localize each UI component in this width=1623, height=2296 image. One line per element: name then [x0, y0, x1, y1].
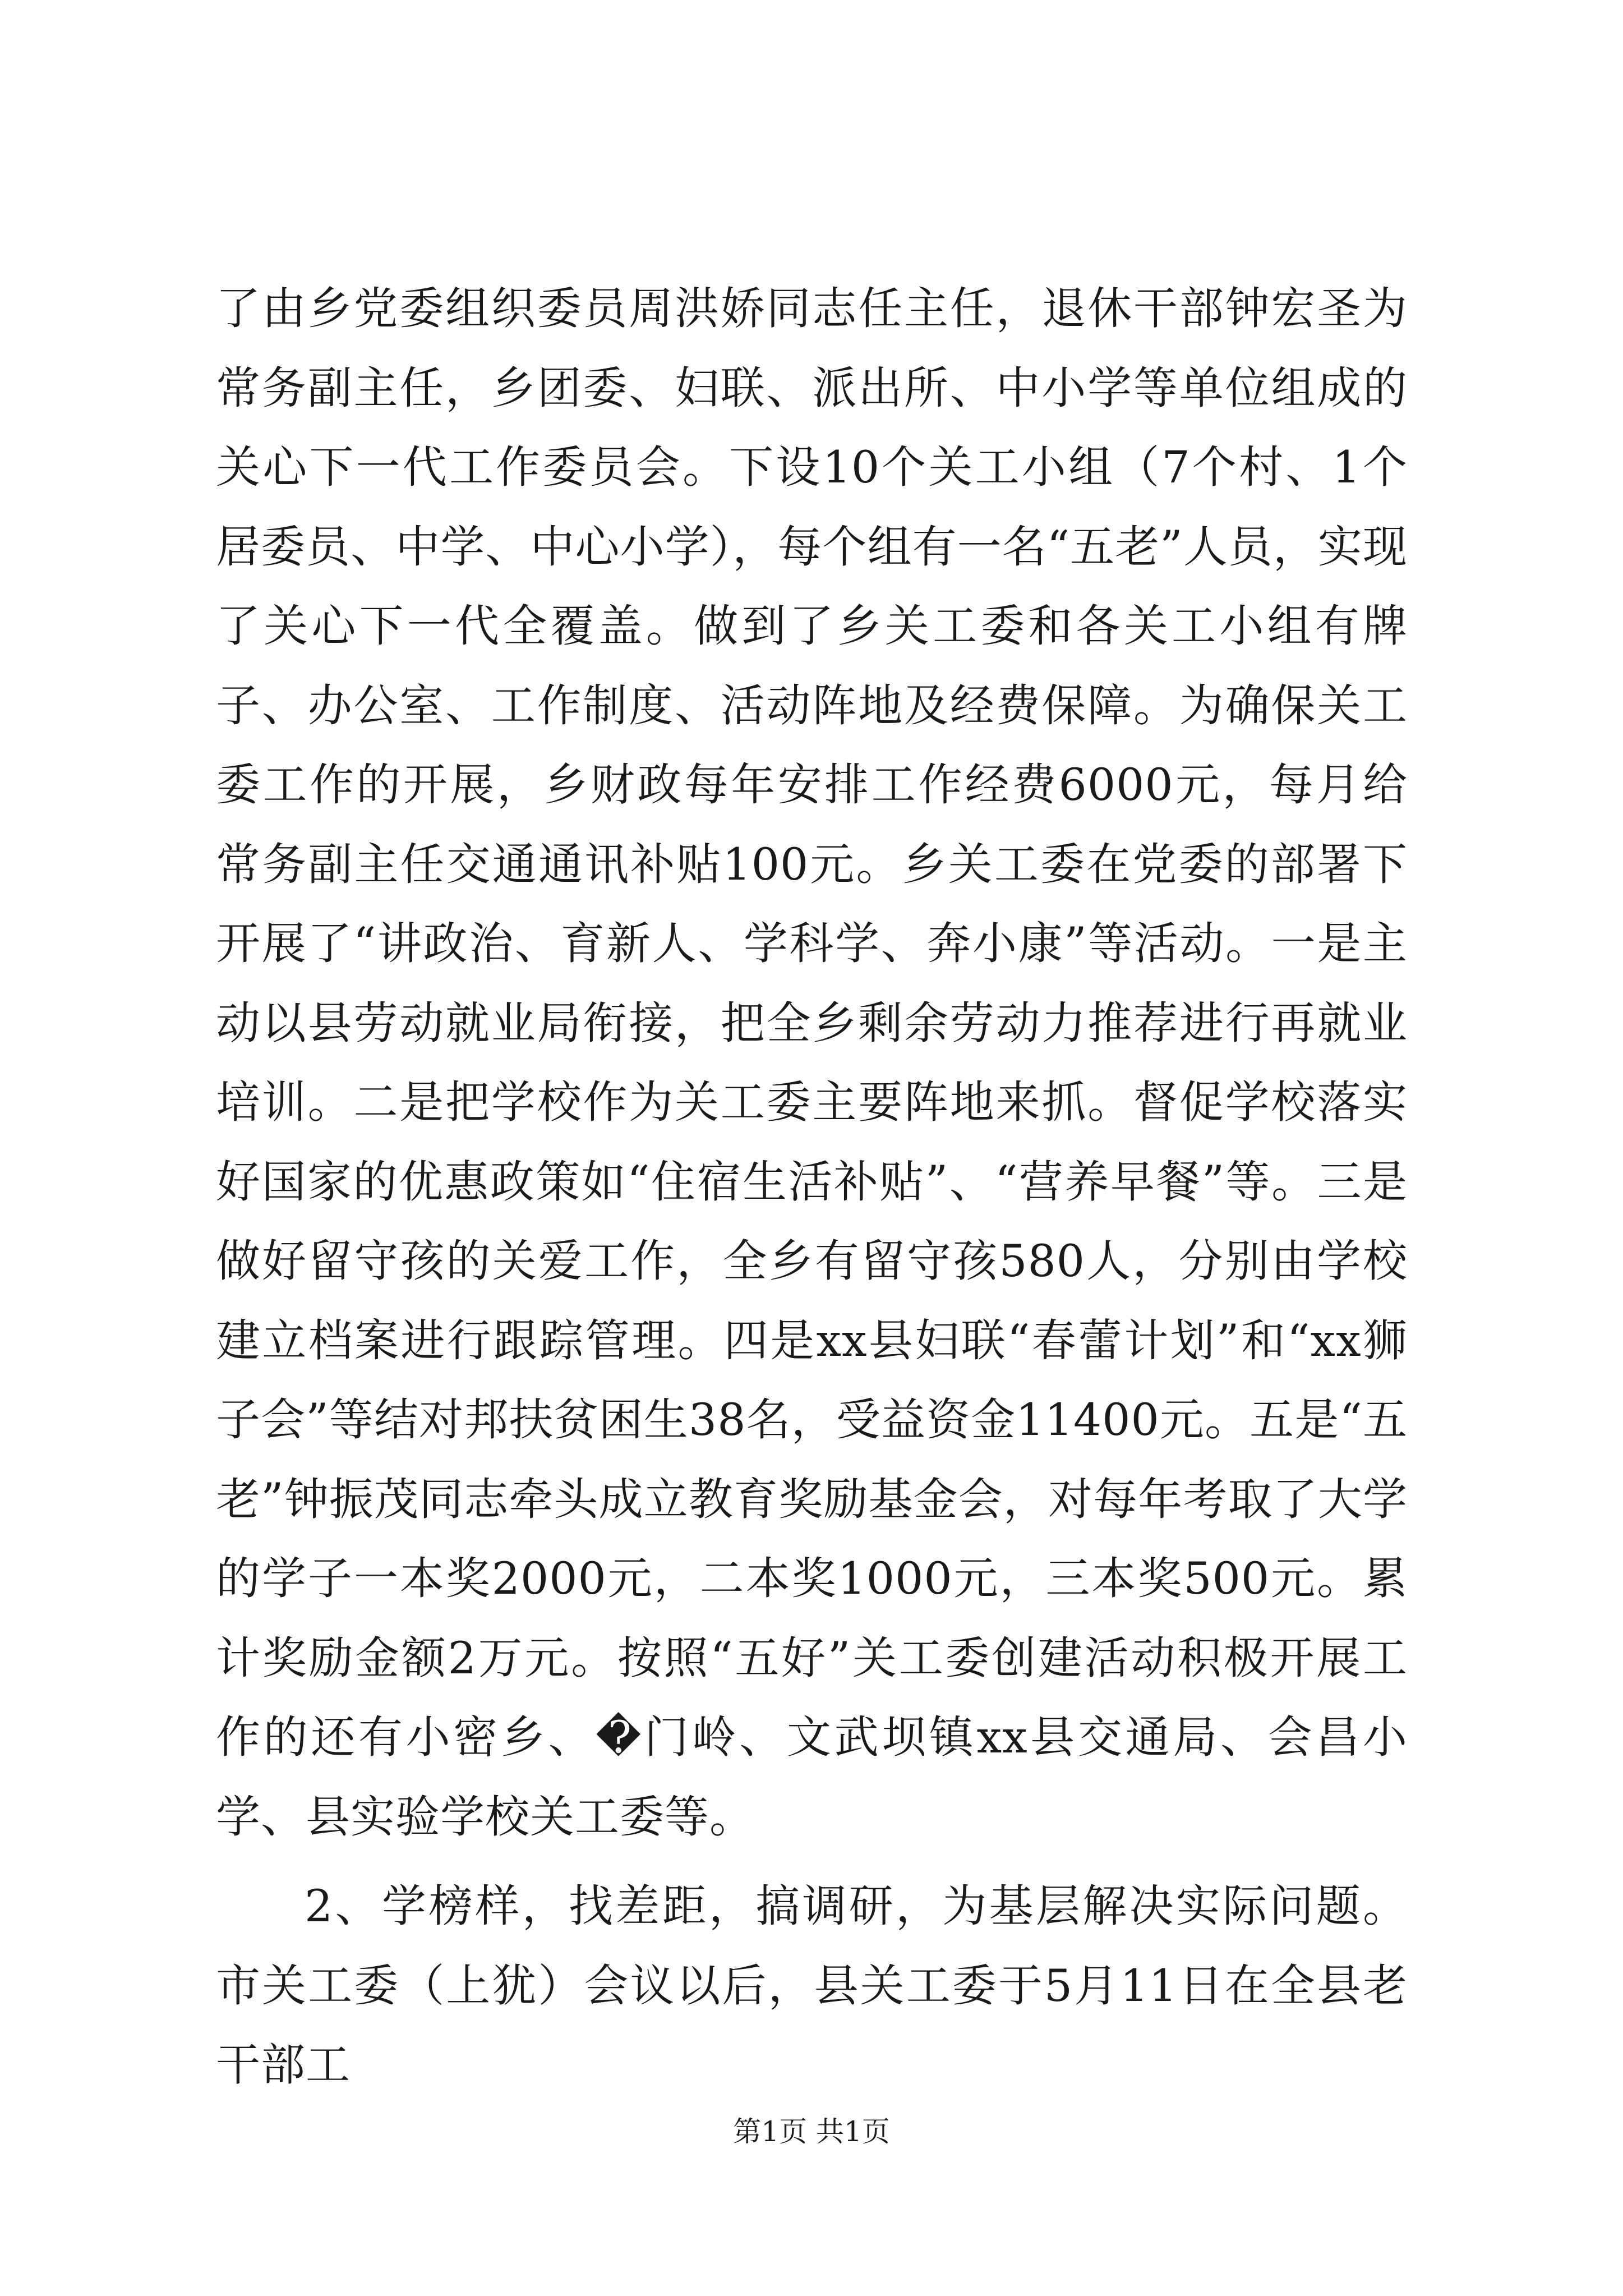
paragraph-1: 了由乡党委组织委员周洪娇同志任主任，退休干部钟宏圣为常务副主任，乡团委、妇联、派出所、中小学等单位组成的关心下一代工作委员会。下设10个关工小组（7个村、1个居委员、中学、中心小学），每个组有一名“五老”人员，实现了关心下一代全覆盖。做到了乡关工委和各关工小组有牌子、办公室、工作制度、活动阵地及经费保障。为确保关工委工作的开展，乡财政每年安排工作经费6000元，每月给常务副主任交通通讯补贴100元。乡关工委在党委的部署下开展了“讲政治、育新人、学科学、奔小康”等活动。一是主动以县劳动就业局衔接，把全乡剩余劳动力推荐进行再就业培训。二是把学校作为关工委主要阵地来抓。督促学校落实好国家的优惠政策如“住宿生活补贴”、“营养早餐”等。三是做好留守孩的关爱工作，全乡有留守孩580人，分别由学校建立档案进行跟踪管理。四是xx县妇联“春蕾计划”和“xx狮子会”等结对邦扶贫困生38名，受益资金11400元。五是“五老”钟振茂同志牵头成立教育奖励基金会，对每年考取了大学的学子一本奖2000元，二本奖1000元，三本奖500元。累计奖励金额2万元。按照“五好”关工委创建活动积极开展工作的还有小密乡、�门岭、文武坝镇xx县交通局、会昌小学、县实验学校关工委等。 — [216, 283, 1408, 1843]
paragraph-2: 2、学榜样，找差距，搞调研，为基层解决实际问题。市关工委（上犹）会议以后，县关工委于5月11日在全县老干部工 — [216, 1880, 1408, 2091]
page-footer: 第1页 共1页 — [733, 2115, 890, 2148]
document-body — [216, 269, 1408, 2105]
